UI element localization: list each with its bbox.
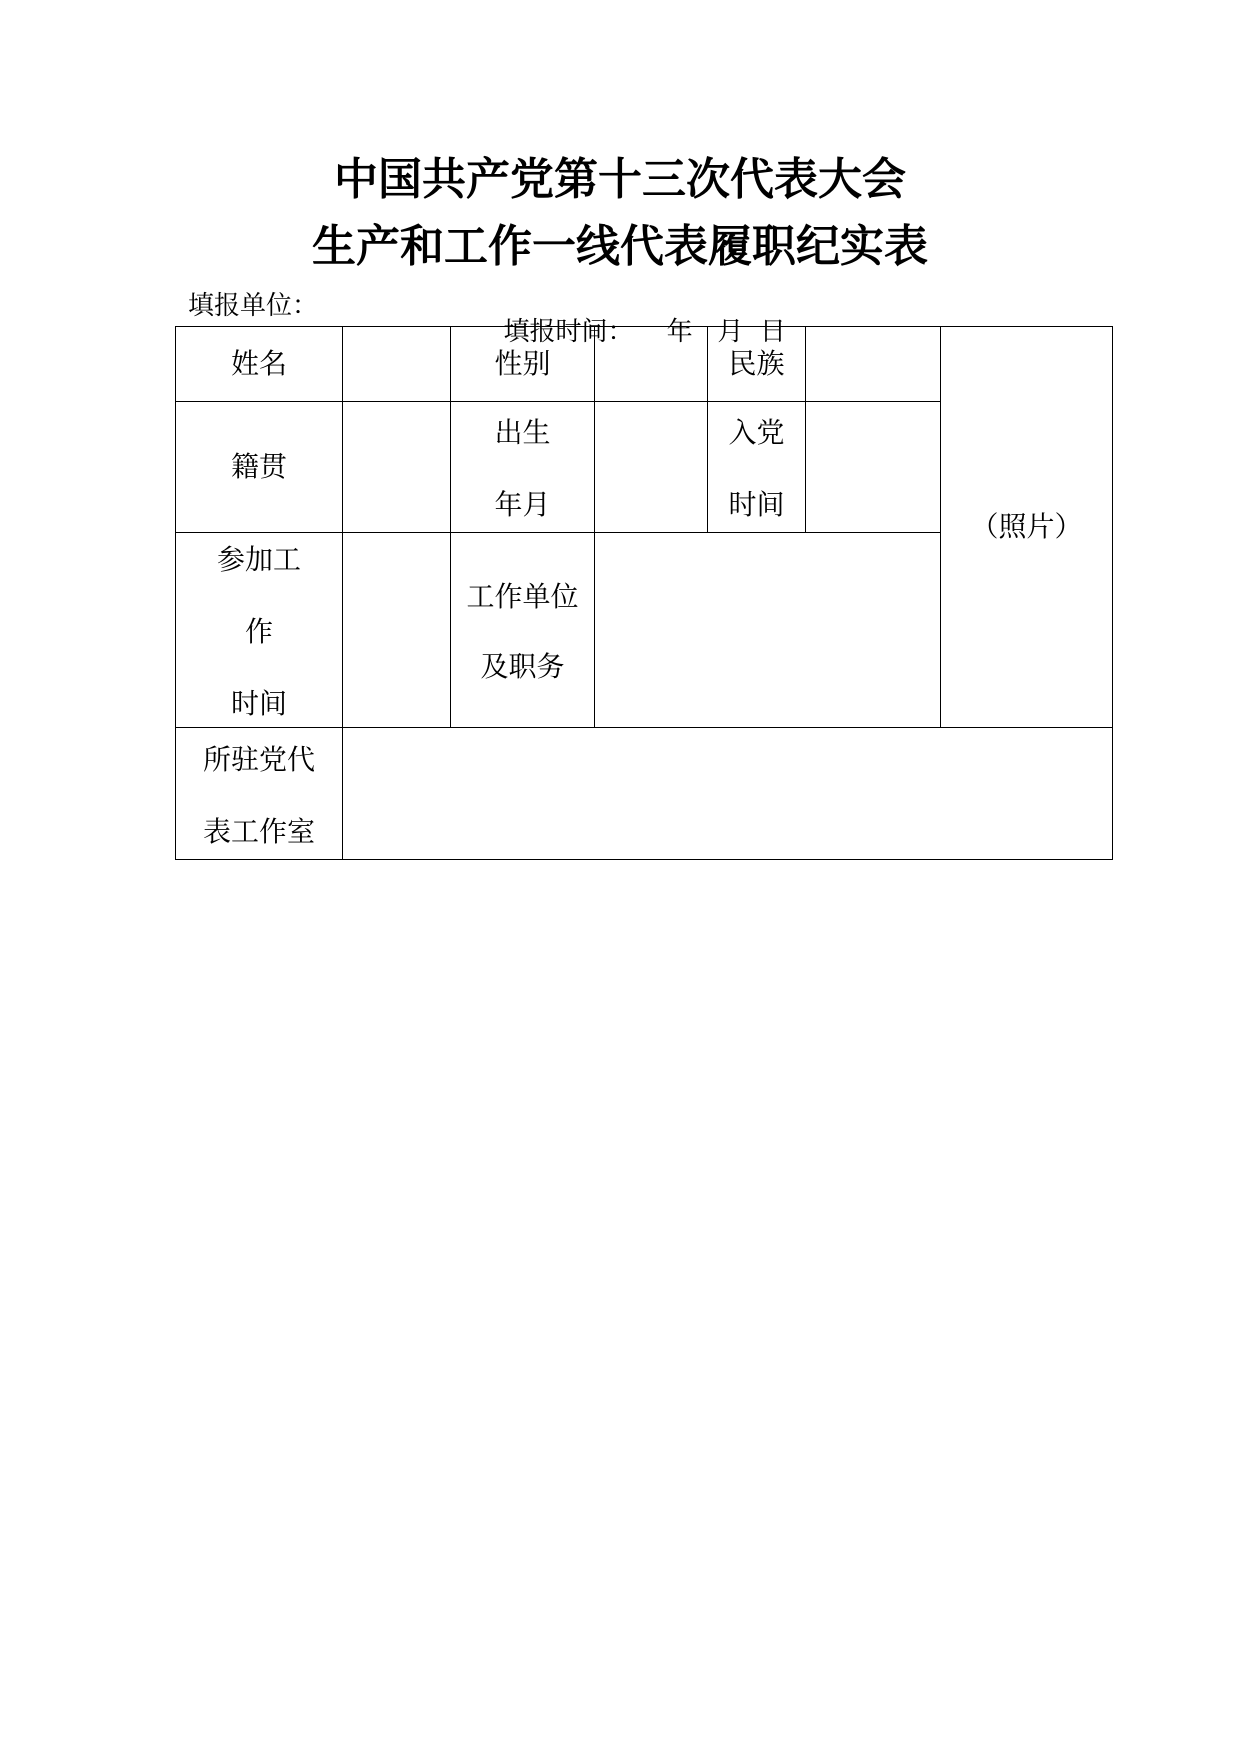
reporting-unit-label: 填报单位：	[188, 291, 319, 321]
party-join-label	[708, 411, 805, 523]
work-start-label-line-3: 时间	[230, 687, 287, 720]
birth-label-line-1: 出生	[494, 416, 551, 449]
office-label	[176, 738, 342, 850]
party-join-label-line-1: 入党	[728, 416, 785, 449]
party-join-label-line-2: 时间	[728, 488, 785, 521]
photo-placeholder-label: （照片）	[970, 510, 1083, 543]
birth-label-line-2: 年月	[494, 488, 551, 521]
birth-value-cell[interactable]	[595, 402, 708, 533]
name-value-cell[interactable]	[343, 327, 451, 402]
record-form-table	[175, 326, 1113, 860]
form-title-line-2: 生产和工作一线代表履职纪实表	[312, 221, 928, 272]
birth-label-cell	[451, 402, 595, 533]
name-label: 姓名	[230, 347, 287, 380]
employer-value-cell[interactable]	[595, 533, 941, 728]
ethnicity-label: 民族	[728, 347, 785, 380]
employer-label	[451, 575, 594, 685]
native-place-label: 籍贯	[230, 450, 287, 483]
gender-label-cell	[451, 327, 595, 402]
gender-label: 性别	[494, 347, 551, 380]
office-label-line-1: 所驻党代	[202, 742, 315, 776]
party-join-label-cell	[708, 402, 806, 533]
employer-label-line-2: 及职务	[480, 650, 565, 683]
reporting-date-placeholder: 年 月 日	[666, 317, 786, 347]
form-title-line-1: 中国共产党第十三次代表大会	[334, 154, 906, 205]
employer-label-line-1: 工作单位	[466, 580, 579, 613]
ethnicity-label-cell	[708, 327, 806, 402]
office-value-cell[interactable]	[343, 728, 1113, 860]
gender-value-cell[interactable]	[595, 327, 708, 402]
work-start-label	[176, 538, 342, 722]
reporting-time-label-text: 填报时间：	[503, 317, 634, 347]
work-start-label-line-1: 参加工	[216, 543, 301, 576]
native-place-label-cell	[176, 402, 343, 533]
office-label-line-2: 表工作室	[202, 814, 315, 848]
party-join-value-cell[interactable]	[806, 402, 941, 533]
name-label-cell	[176, 327, 343, 402]
office-label-cell	[176, 728, 343, 860]
work-start-value-cell[interactable]	[343, 533, 451, 728]
employer-label-cell	[451, 533, 595, 728]
work-start-label-line-2: 作	[244, 615, 273, 648]
native-place-value-cell[interactable]	[343, 402, 451, 533]
birth-label	[451, 411, 594, 523]
work-start-label-cell	[176, 533, 343, 728]
photo-cell[interactable]	[941, 327, 1113, 728]
ethnicity-value-cell[interactable]	[806, 327, 941, 402]
